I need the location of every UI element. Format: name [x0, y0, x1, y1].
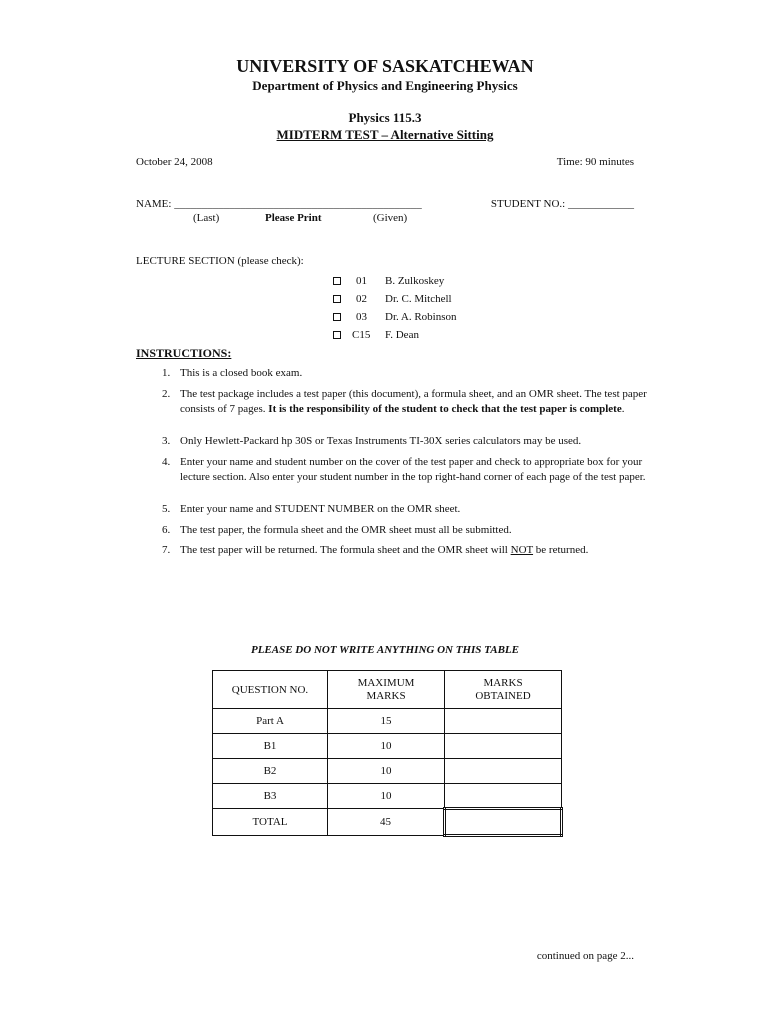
exam-date: October 24, 2008 [136, 156, 213, 168]
checkbox-icon[interactable] [333, 277, 341, 285]
max-marks-cell: 10 [328, 784, 445, 809]
student-number-field[interactable]: STUDENT NO.: ____________ [490, 198, 634, 210]
max-marks-cell: 15 [328, 709, 445, 734]
instruction-number: 6. [162, 524, 171, 536]
last-name-hint: (Last) [193, 212, 220, 224]
table-header-row [213, 671, 562, 709]
header-marks-obtained: MARKS OBTAINED [445, 671, 562, 709]
instruction-text: The test paper, the formula sheet and the OMR sheet must all be submitted. [180, 524, 512, 536]
header-question: QUESTION NO. [213, 671, 328, 709]
table-row [213, 734, 562, 759]
university-title: UNIVERSITY OF SASKATCHEWAN [236, 56, 534, 76]
question-cell: B1 [213, 734, 328, 759]
instruction-emphasis: It is the responsibility of the student to check that the test paper is complete [268, 402, 622, 415]
instruction-number: 5. [162, 503, 171, 515]
instruction-text-part: be returned. [533, 544, 589, 556]
department-title: Department of Physics and Engineering Physics [252, 78, 518, 93]
max-marks-cell: 45 [328, 809, 445, 836]
max-marks-cell: 10 [328, 759, 445, 784]
continued-note: continued on page 2... [536, 950, 634, 962]
instruction-number: 7. [162, 544, 171, 556]
obtained-cell [445, 784, 562, 809]
test-title [0, 127, 770, 143]
instruction-number: 3. [162, 435, 171, 447]
table-title: PLEASE DO NOT WRITE ANYTHING ON THIS TABLE [250, 644, 519, 656]
section-code: 03 [356, 311, 367, 323]
marks-table [212, 670, 563, 837]
header-max-marks: MAXIMUM MARKS [328, 671, 445, 709]
question-cell: TOTAL [213, 809, 328, 836]
checkbox-icon[interactable] [333, 313, 341, 321]
instruction-text-part: The test package includes a test paper (this document), a formula sheet, and an OMR sheet. The test paper consists of 7 pages. [180, 388, 647, 415]
instruction-emphasis: NOT [510, 544, 534, 556]
table-row [213, 759, 562, 784]
table-row [213, 784, 562, 809]
question-cell: B2 [213, 759, 328, 784]
obtained-cell [445, 734, 562, 759]
instruction-text-part: The test paper will be returned. The formula sheet and the OMR sheet will [180, 544, 511, 556]
instruction-text: Enter your name and student number on the cover of the test paper and check to appropriate box for your lecture section. Also enter your student number in the top right-hand corner of each page of the test paper. [180, 456, 646, 483]
total-obtained-cell [445, 809, 562, 836]
instruction-text [180, 387, 650, 416]
section-code: 01 [356, 275, 367, 287]
instruction-text: Only Hewlett-Packard hp 30S or Texas Instruments TI-30X series calculators may be used. [180, 435, 582, 447]
given-name-hint: (Given) [373, 212, 408, 224]
section-instructor: Dr. A. Robinson [385, 311, 457, 323]
obtained-cell [445, 709, 562, 734]
please-print-hint: Please Print [265, 212, 322, 224]
test-title-text: MIDTERM TEST – Alternative Sitting [276, 127, 494, 142]
name-field[interactable]: NAME: _____________________________________________ [136, 198, 422, 210]
instructions-title: INSTRUCTIONS: [136, 346, 232, 360]
instruction-text [180, 543, 650, 558]
section-code: 02 [356, 293, 367, 305]
section-instructor: Dr. C. Mitchell [385, 293, 452, 305]
section-instructor: B. Zulkoskey [385, 275, 445, 287]
lecture-section-label: LECTURE SECTION (please check): [136, 255, 304, 267]
checkbox-icon[interactable] [333, 295, 341, 303]
max-marks-cell: 10 [328, 734, 445, 759]
question-cell: Part A [213, 709, 328, 734]
exam-time: Time: 90 minutes [556, 156, 634, 168]
instruction-text: This is a closed book exam. [180, 367, 303, 379]
section-instructor: F. Dean [385, 329, 419, 341]
instruction-text-part: . [621, 402, 625, 415]
table-total-row [213, 809, 562, 836]
instruction-number: 1. [162, 367, 171, 379]
checkbox-icon[interactable] [333, 331, 341, 339]
instruction-number: 2. [162, 388, 171, 400]
course-title: Physics 115.3 [348, 110, 422, 125]
instruction-text: Enter your name and STUDENT NUMBER on the OMR sheet. [180, 503, 461, 515]
instruction-number: 4. [162, 456, 171, 468]
section-code: C15 [352, 329, 371, 341]
obtained-cell [445, 759, 562, 784]
question-cell: B3 [213, 784, 328, 809]
table-row [213, 709, 562, 734]
